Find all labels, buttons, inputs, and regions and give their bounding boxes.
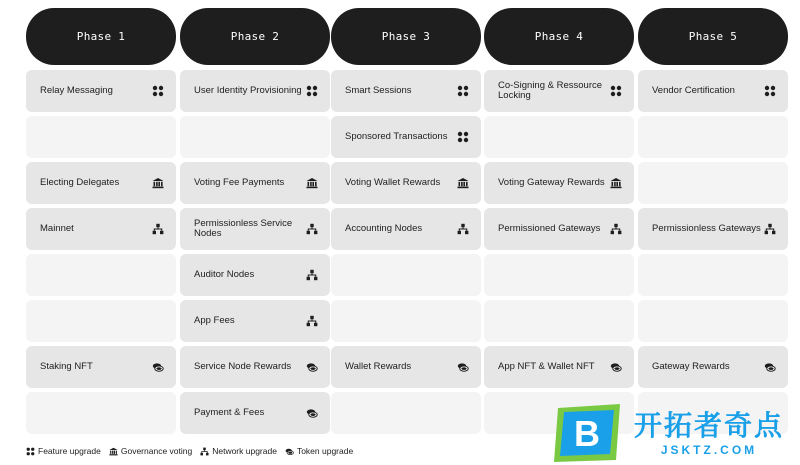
feature-upgrade-icon xyxy=(457,85,469,97)
network-legend-icon xyxy=(200,447,209,456)
roadmap-item-label: Wallet Rewards xyxy=(345,361,412,372)
empty-cell xyxy=(484,300,634,342)
feature-upgrade-icon xyxy=(764,85,776,97)
roadmap-item-label: Co-Signing & Ressource Locking xyxy=(498,80,603,101)
empty-cell xyxy=(331,392,481,434)
roadmap-item xyxy=(26,346,176,388)
roadmap-item xyxy=(331,346,481,388)
legend-item-token xyxy=(285,446,353,456)
watermark-text xyxy=(634,409,784,457)
phase-header-4: Phase 4 xyxy=(484,8,634,65)
roadmap-item-label: Vendor Certification xyxy=(652,85,735,96)
watermark-domain: JSKTZ.COM xyxy=(660,443,758,457)
roadmap-item-label: Electing Delegates xyxy=(40,177,120,188)
roadmap-item xyxy=(484,162,634,204)
empty-cell xyxy=(638,116,788,158)
token-upgrade-icon xyxy=(152,361,164,373)
governance-upgrade-icon xyxy=(306,177,318,189)
roadmap-item-label: Mainnet xyxy=(40,223,74,234)
watermark-title: 开拓者奇点 xyxy=(634,410,785,441)
roadmap-item xyxy=(331,116,481,158)
feature-upgrade-icon xyxy=(610,85,622,97)
empty-cell xyxy=(484,254,634,296)
network-upgrade-icon xyxy=(457,223,469,235)
roadmap-item-label: Voting Fee Payments xyxy=(194,177,285,188)
token-upgrade-icon xyxy=(764,361,776,373)
roadmap-item xyxy=(180,70,330,112)
roadmap-item xyxy=(484,70,634,112)
roadmap-item xyxy=(638,70,788,112)
roadmap-item xyxy=(180,346,330,388)
roadmap-item-label: User Identity Provisioning xyxy=(194,85,302,96)
phase-header-2: Phase 2 xyxy=(180,8,330,65)
empty-cell xyxy=(638,300,788,342)
roadmap-item-label: Voting Wallet Rewards xyxy=(345,177,441,188)
roadmap-item xyxy=(180,208,330,250)
legend-item-governance xyxy=(109,446,192,456)
legend-label: Token upgrade xyxy=(296,446,354,456)
network-upgrade-icon xyxy=(764,223,776,235)
empty-cell xyxy=(331,300,481,342)
governance-upgrade-icon xyxy=(610,177,622,189)
roadmap-item-label: Voting Gateway Rewards xyxy=(498,177,605,188)
roadmap-item-label: Service Node Rewards xyxy=(194,361,292,372)
empty-cell xyxy=(26,116,176,158)
roadmap-item xyxy=(638,208,788,250)
legend-item-network xyxy=(200,446,277,456)
roadmap-item xyxy=(26,208,176,250)
empty-cell xyxy=(26,254,176,296)
roadmap-item xyxy=(638,346,788,388)
roadmap-item-label: Sponsored Transactions xyxy=(345,131,448,142)
roadmap-item-label: Permissioned Gateways xyxy=(498,223,601,234)
roadmap-item xyxy=(484,346,634,388)
roadmap-item xyxy=(484,208,634,250)
phase-header-3: Phase 3 xyxy=(331,8,481,65)
network-upgrade-icon xyxy=(152,223,164,235)
roadmap-item-label: Smart Sessions xyxy=(345,85,412,96)
feature-upgrade-icon xyxy=(457,131,469,143)
roadmap-item xyxy=(180,254,330,296)
roadmap-item-label: Payment & Fees xyxy=(194,407,265,418)
network-upgrade-icon xyxy=(306,315,318,327)
roadmap-item-label: Accounting Nodes xyxy=(345,223,423,234)
empty-cell xyxy=(26,392,176,434)
empty-cell xyxy=(638,254,788,296)
legend-label: Feature upgrade xyxy=(38,446,101,456)
legend-label: Governance voting xyxy=(120,446,193,456)
empty-cell xyxy=(26,300,176,342)
legend xyxy=(26,446,353,456)
roadmap-item xyxy=(26,162,176,204)
roadmap-item xyxy=(26,70,176,112)
roadmap-item-label: App NFT & Wallet NFT xyxy=(498,361,595,372)
roadmap-item-label: Staking NFT xyxy=(40,361,93,372)
legend-label: Network upgrade xyxy=(212,446,277,456)
roadmap-item-label: Auditor Nodes xyxy=(194,269,255,280)
watermark-logo xyxy=(550,402,784,464)
token-upgrade-icon xyxy=(610,361,622,373)
empty-cell xyxy=(331,254,481,296)
roadmap-item xyxy=(180,300,330,342)
governance-upgrade-icon xyxy=(457,177,469,189)
roadmap-item-label: Permissionless Service Nodes xyxy=(194,218,293,239)
governance-upgrade-icon xyxy=(152,177,164,189)
roadmap-item xyxy=(331,70,481,112)
roadmap-item xyxy=(331,162,481,204)
roadmap-item xyxy=(180,162,330,204)
token-upgrade-icon xyxy=(306,361,318,373)
empty-cell xyxy=(180,116,330,158)
watermark-badge-icon xyxy=(550,402,624,464)
phase-header-1: Phase 1 xyxy=(26,8,176,65)
feature-legend-icon xyxy=(26,447,35,456)
network-upgrade-icon xyxy=(610,223,622,235)
roadmap-item xyxy=(180,392,330,434)
roadmap-item-label: App Fees xyxy=(194,315,235,326)
legend-item-feature xyxy=(26,446,101,456)
network-upgrade-icon xyxy=(306,223,318,235)
phase-header-5: Phase 5 xyxy=(638,8,788,65)
roadmap-item-label: Permissionless Gateways xyxy=(652,223,761,234)
empty-cell xyxy=(484,116,634,158)
roadmap-item-label: Gateway Rewards xyxy=(652,361,730,372)
feature-upgrade-icon xyxy=(152,85,164,97)
network-upgrade-icon xyxy=(306,269,318,281)
governance-legend-icon xyxy=(109,447,118,456)
feature-upgrade-icon xyxy=(306,85,318,97)
empty-cell xyxy=(638,162,788,204)
token-legend-icon xyxy=(285,447,294,456)
token-upgrade-icon xyxy=(457,361,469,373)
roadmap-item xyxy=(331,208,481,250)
watermark-badge-letter: B xyxy=(574,413,600,454)
token-upgrade-icon xyxy=(306,407,318,419)
roadmap-item-label: Relay Messaging xyxy=(40,85,113,96)
